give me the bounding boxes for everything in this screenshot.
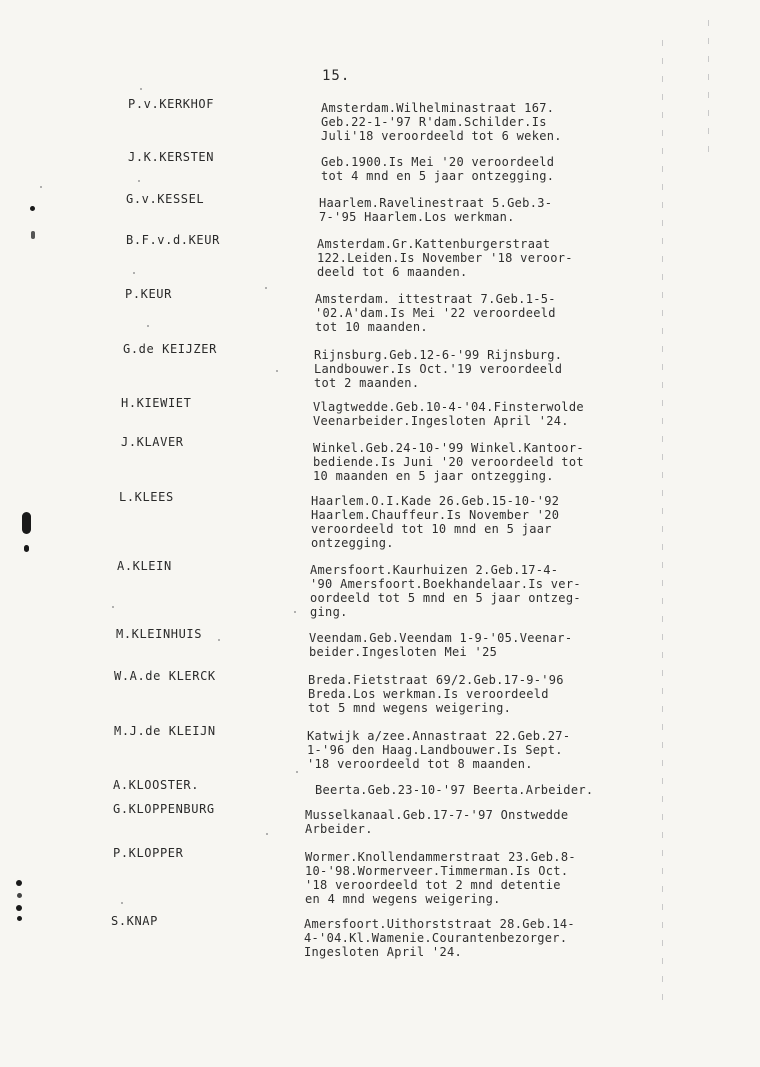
entry-detail: Amsterdam.Gr.Kattenburgerstraat 122.Leiden.Is November '18 veroor- deeld tot 6 maanden. bbox=[317, 237, 573, 279]
speck bbox=[133, 272, 135, 274]
speck bbox=[112, 606, 114, 608]
entry-name: M.J.de KLEIJN bbox=[114, 724, 216, 738]
edge-line bbox=[662, 40, 663, 1000]
punch-hole-mark bbox=[16, 880, 22, 886]
entry-name: G.KLOPPENBURG bbox=[113, 802, 215, 816]
entry-detail: Amersfoort.Uithorststraat 28.Geb.14- 4-'04.Kl.Wamenie.Courantenbezorger. Ingesloten April '24. bbox=[304, 917, 575, 959]
speck bbox=[296, 771, 298, 773]
entry-name: W.A.de KLERCK bbox=[114, 669, 216, 683]
entry-name: J.KLAVER bbox=[121, 435, 184, 449]
entry-detail: Beerta.Geb.23-10-'97 Beerta.Arbeider. bbox=[315, 783, 594, 797]
punch-hole-mark bbox=[31, 231, 35, 239]
speck bbox=[121, 902, 123, 904]
speck bbox=[294, 611, 296, 613]
speck bbox=[138, 180, 140, 182]
entry-name: B.F.v.d.KEUR bbox=[126, 233, 220, 247]
entry-name: P.KLOPPER bbox=[113, 846, 184, 860]
entry-name: P.KEUR bbox=[125, 287, 172, 301]
entry-detail: Amsterdam. ittestraat 7.Geb.1-5- '02.A'dam.Is Mei '22 veroordeeld tot 10 maanden. bbox=[315, 292, 556, 334]
punch-hole-mark bbox=[22, 512, 31, 534]
punch-hole-mark bbox=[17, 916, 22, 921]
speck bbox=[147, 325, 149, 327]
punch-hole-mark bbox=[24, 545, 29, 552]
entry-detail: Rijnsburg.Geb.12-6-'99 Rijnsburg. Landbouwer.Is Oct.'19 veroordeeld tot 2 maanden. bbox=[314, 348, 563, 390]
entry-detail: Katwijk a/zee.Annastraat 22.Geb.27- 1-'96 den Haag.Landbouwer.Is Sept. '18 veroordeeld tot 8 maanden. bbox=[307, 729, 571, 771]
punch-hole-mark bbox=[17, 893, 22, 898]
punch-hole-mark bbox=[16, 905, 22, 911]
speck bbox=[276, 370, 278, 372]
entry-name: L.KLEES bbox=[119, 490, 174, 504]
entry-detail: Veendam.Geb.Veendam 1-9-'05.Veenar- beider.Ingesloten Mei '25 bbox=[309, 631, 573, 659]
speck bbox=[40, 186, 42, 188]
edge-line bbox=[708, 20, 709, 160]
entry-name: P.v.KERKHOF bbox=[128, 97, 215, 111]
entry-name: A.KLOOSTER. bbox=[113, 778, 200, 792]
punch-hole-mark bbox=[30, 206, 35, 211]
entry-name: H.KIEWIET bbox=[121, 396, 192, 410]
entry-detail: Wormer.Knollendammerstraat 23.Geb.8- 10-'98.Wormerveer.Timmerman.Is Oct. '18 veroordeeld tot 2 mnd detentie en 4 mnd wegens weigering. bbox=[305, 850, 576, 906]
speck bbox=[265, 287, 267, 289]
entry-detail: Haarlem.O.I.Kade 26.Geb.15-10-'92 Haarlem.Chauffeur.Is November '20 veroordeeld tot 10 mnd en 5 jaar ontzegging. bbox=[311, 494, 560, 550]
entry-name: G.v.KESSEL bbox=[126, 192, 205, 206]
entry-name: S.KNAP bbox=[111, 914, 158, 928]
entry-name: J.K.KERSTEN bbox=[128, 150, 215, 164]
entry-detail: Amersfoort.Kaurhuizen 2.Geb.17-4- '90 Amersfoort.Boekhandelaar.Is ver- oordeeld tot 5 mnd en 5 jaar ontzeg- ging. bbox=[310, 563, 581, 619]
entry-name: M.KLEINHUIS bbox=[116, 627, 203, 641]
speck bbox=[266, 833, 268, 835]
speck bbox=[218, 639, 220, 641]
entry-name: A.KLEIN bbox=[117, 559, 172, 573]
entry-detail: Vlagtwedde.Geb.10-4-'04.Finsterwolde Veenarbeider.Ingesloten April '24. bbox=[313, 400, 584, 428]
speck bbox=[140, 88, 142, 90]
entry-name: G.de KEIJZER bbox=[123, 342, 217, 356]
page-number: 15. bbox=[322, 68, 351, 84]
entry-detail: Breda.Fietstraat 69/2.Geb.17-9-'96 Breda.Los werkman.Is veroordeeld tot 5 mnd wegens weigering. bbox=[308, 673, 564, 715]
entry-detail: Geb.1900.Is Mei '20 veroordeeld tot 4 mnd en 5 jaar ontzegging. bbox=[321, 155, 555, 183]
entry-detail: Winkel.Geb.24-10-'99 Winkel.Kantoor- bediende.Is Juni '20 veroordeeld tot 10 maanden en 5 jaar ontzegging. bbox=[313, 441, 584, 483]
entry-detail: Amsterdam.Wilhelminastraat 167. Geb.22-1-'97 R'dam.Schilder.Is Juli'18 veroordeeld tot 6 weken. bbox=[321, 101, 562, 143]
entry-detail: Haarlem.Ravelinestraat 5.Geb.3- 7-'95 Haarlem.Los werkman. bbox=[319, 196, 553, 224]
entry-detail: Musselkanaal.Geb.17-7-'97 Onstwedde Arbeider. bbox=[305, 808, 569, 836]
